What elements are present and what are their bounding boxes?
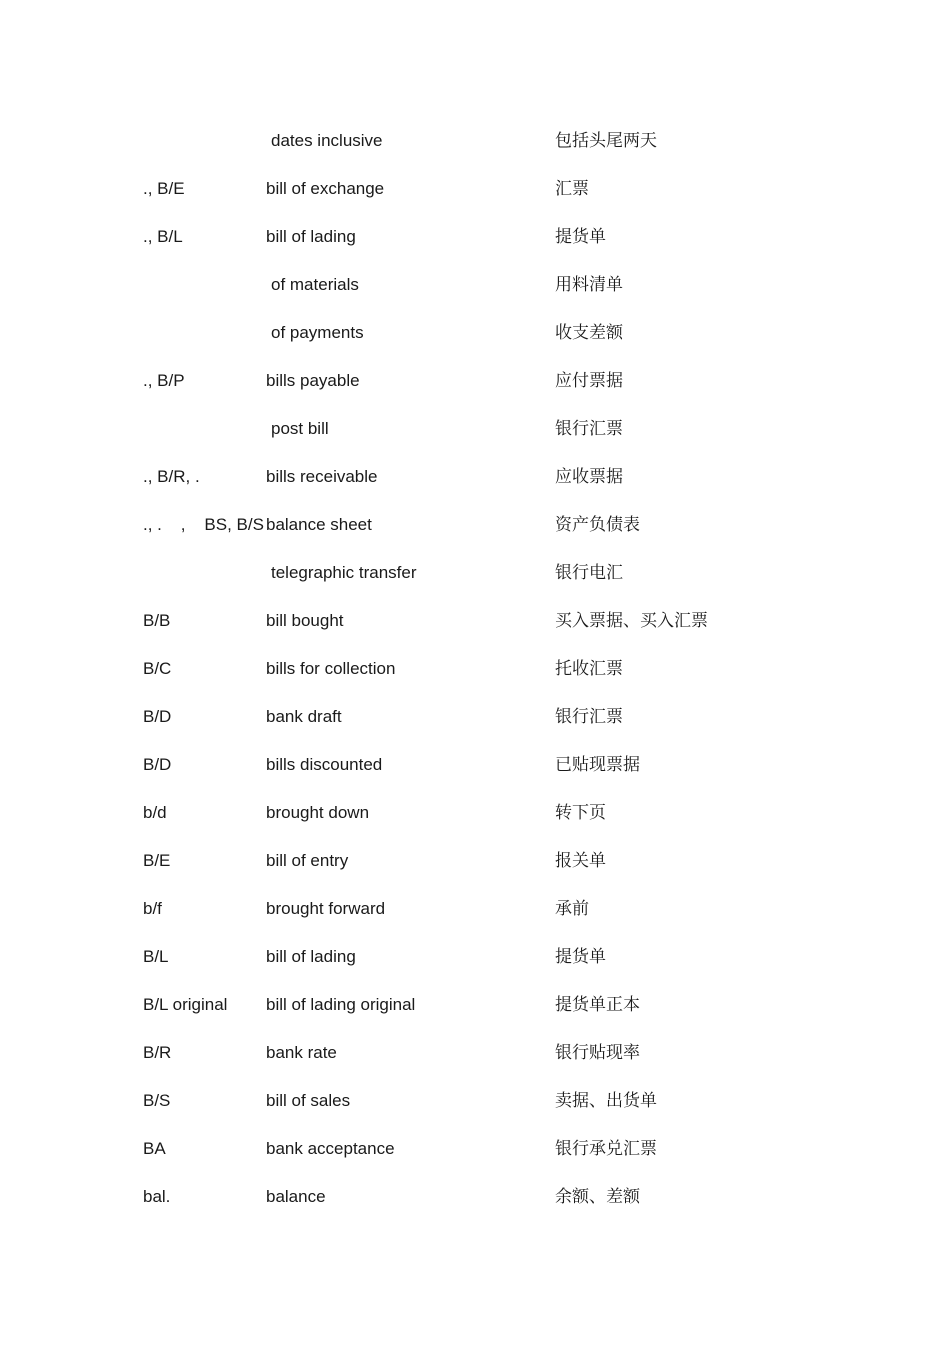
chinese-translation: 银行贴现率 bbox=[555, 1043, 640, 1063]
abbreviation: BA bbox=[143, 1139, 166, 1158]
english-term: bank rate bbox=[266, 1043, 337, 1062]
abbreviation: b/d bbox=[143, 803, 167, 822]
english-term: bank draft bbox=[266, 707, 342, 726]
glossary-row bbox=[143, 1134, 843, 1182]
english-term: of materials bbox=[271, 275, 359, 294]
english-term: bill of exchange bbox=[266, 179, 385, 198]
glossary-row bbox=[143, 606, 843, 654]
glossary-row bbox=[143, 318, 843, 366]
english-term: bill of lading original bbox=[266, 995, 416, 1014]
abbreviation: b/f bbox=[143, 899, 162, 918]
glossary-row bbox=[143, 942, 843, 990]
abbreviation: B/C bbox=[143, 659, 172, 678]
english-term: telegraphic transfer bbox=[271, 563, 417, 582]
abbreviation: B/D bbox=[143, 707, 172, 726]
chinese-translation: 已贴现票据 bbox=[555, 755, 640, 775]
english-term: bills payable bbox=[266, 371, 360, 390]
glossary-row bbox=[143, 1038, 843, 1086]
english-term: bill of lading bbox=[266, 947, 356, 966]
glossary-row bbox=[143, 1086, 843, 1134]
glossary-row bbox=[143, 894, 843, 942]
english-term: bills receivable bbox=[266, 467, 378, 486]
glossary-row bbox=[143, 222, 843, 270]
glossary-row bbox=[143, 702, 843, 750]
chinese-translation: 提货单正本 bbox=[555, 995, 640, 1015]
glossary-row bbox=[143, 654, 843, 702]
glossary-row bbox=[143, 1182, 843, 1230]
chinese-translation: 银行汇票 bbox=[555, 707, 623, 727]
chinese-translation: 银行汇票 bbox=[555, 419, 623, 439]
abbreviation: B/D bbox=[143, 755, 172, 774]
chinese-translation: 应付票据 bbox=[555, 371, 623, 391]
chinese-translation: 收支差额 bbox=[555, 323, 623, 343]
glossary-row bbox=[143, 270, 843, 318]
chinese-translation: 汇票 bbox=[555, 179, 589, 199]
glossary-row bbox=[143, 510, 843, 558]
glossary-row bbox=[143, 798, 843, 846]
abbreviation: ., B/R, . bbox=[143, 467, 200, 486]
chinese-translation: 买入票据、买入汇票 bbox=[555, 611, 708, 631]
glossary-row bbox=[143, 462, 843, 510]
abbreviation: B/B bbox=[143, 611, 171, 630]
abbreviation: B/R bbox=[143, 1043, 172, 1062]
english-term: dates inclusive bbox=[271, 131, 383, 150]
english-term: balance sheet bbox=[266, 515, 372, 534]
english-term: balance bbox=[266, 1187, 326, 1206]
glossary-row bbox=[143, 990, 843, 1038]
chinese-translation: 卖据、出货单 bbox=[555, 1091, 657, 1111]
english-term: brought forward bbox=[266, 899, 386, 918]
glossary-row bbox=[143, 366, 843, 414]
abbreviation: ., B/L bbox=[143, 227, 183, 246]
chinese-translation: 应收票据 bbox=[555, 467, 623, 487]
chinese-translation: 承前 bbox=[555, 899, 589, 919]
english-term: bill bought bbox=[266, 611, 344, 630]
abbreviation: B/S bbox=[143, 1091, 171, 1110]
english-term: bills for collection bbox=[266, 659, 396, 678]
glossary-row bbox=[143, 846, 843, 894]
chinese-translation: 余额、差额 bbox=[555, 1187, 640, 1207]
chinese-translation: 提货单 bbox=[555, 227, 606, 247]
chinese-translation: 资产负债表 bbox=[555, 515, 640, 535]
abbreviation: ., . , BS, B/S bbox=[143, 515, 264, 534]
abbreviation: B/L bbox=[143, 947, 169, 966]
chinese-translation: 提货单 bbox=[555, 947, 606, 967]
english-term: bank acceptance bbox=[266, 1139, 395, 1158]
english-term: post bill bbox=[271, 419, 329, 438]
chinese-translation: 银行电汇 bbox=[555, 563, 623, 583]
english-term: brought down bbox=[266, 803, 370, 822]
abbreviation: bal. bbox=[143, 1187, 171, 1206]
abbreviation: B/E bbox=[143, 851, 171, 870]
abbreviation: B/L original bbox=[143, 995, 228, 1014]
english-term: of payments bbox=[271, 323, 364, 342]
glossary-row bbox=[143, 558, 843, 606]
glossary-row bbox=[143, 750, 843, 798]
english-term: bills discounted bbox=[266, 755, 383, 774]
glossary-row bbox=[143, 126, 843, 174]
chinese-translation: 用料清单 bbox=[555, 275, 623, 295]
chinese-translation: 报关单 bbox=[555, 851, 606, 871]
abbreviation: ., B/P bbox=[143, 371, 185, 390]
english-term: bill of lading bbox=[266, 227, 356, 246]
abbreviation: ., B/E bbox=[143, 179, 185, 198]
glossary-row bbox=[143, 174, 843, 222]
english-term: bill of entry bbox=[266, 851, 349, 870]
chinese-translation: 银行承兑汇票 bbox=[555, 1139, 657, 1159]
glossary-row bbox=[143, 414, 843, 462]
chinese-translation: 转下页 bbox=[555, 803, 606, 823]
glossary-table bbox=[143, 126, 843, 1230]
chinese-translation: 包括头尾两天 bbox=[555, 131, 657, 151]
english-term: bill of sales bbox=[266, 1091, 351, 1110]
chinese-translation: 托收汇票 bbox=[555, 659, 623, 679]
